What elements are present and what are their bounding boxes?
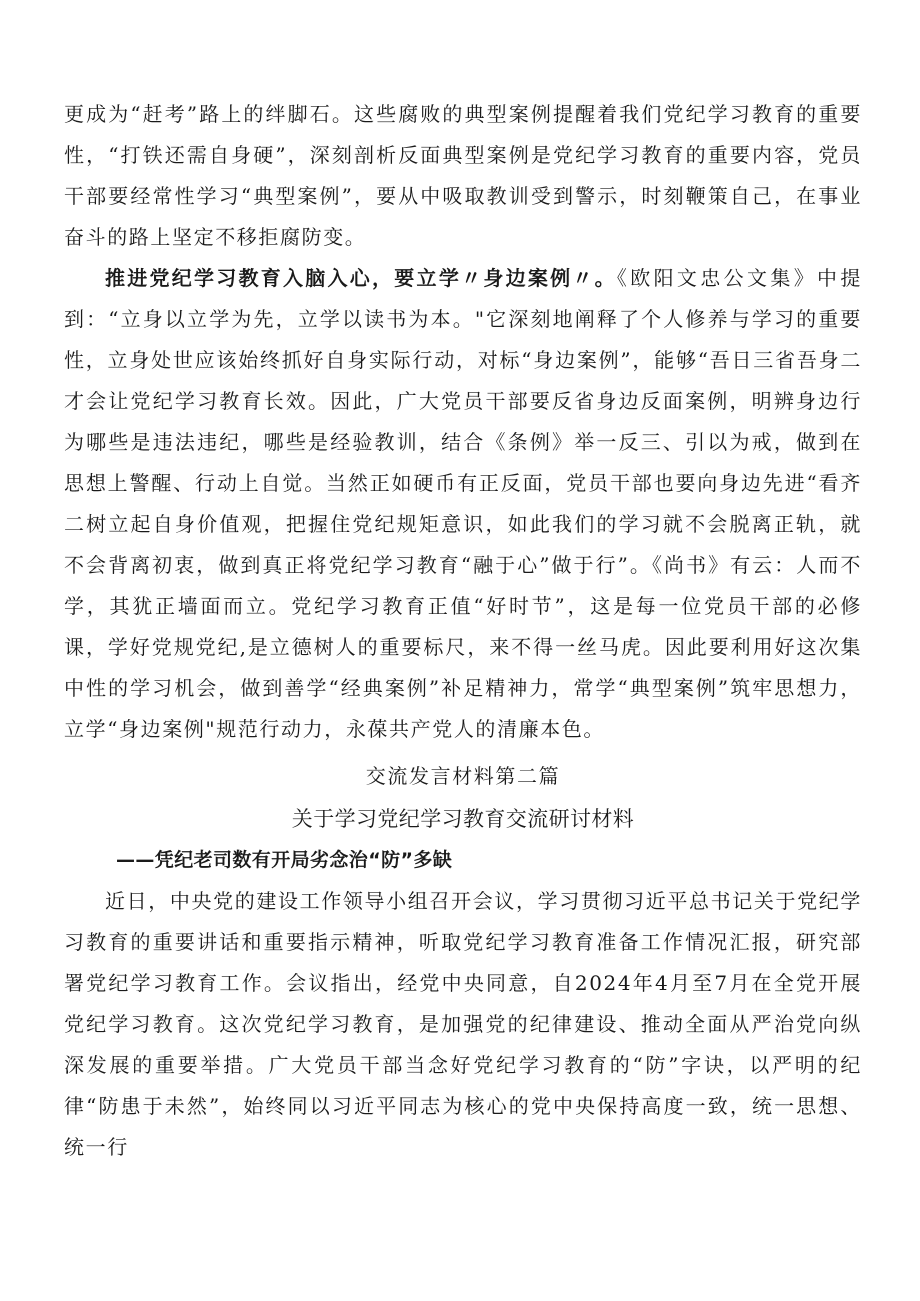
- paragraph-1: 更成为“赶考”路上的绊脚石。这些腐败的典型案例提醒着我们党纪学习教育的重要性，“打铁还需自身硬”，深刻剖析反面典型案例是党纪学习教育的重要内容，党员干部要经常性学习“典型案例”，要从中吸取教训受到警示，时刻鞭策自己，在事业奋斗的路上坚定不移拒腐防变。: [64, 102, 862, 249]
- document-subtitle: ——凭纪老司数有开局劣念治“防”多缺: [116, 849, 453, 871]
- paragraph-2-body: 《欧阳文忠公文集》中提到：“立身以立学为先，立学以读书为本。"它深刻地阐释了个人修养与学习的重要性，立身处世应该始终抓好自身实际行动，对标“身边案例”，能够“吾日三省吾身二才会让党纪学习教育长效。因此，广大党员干部要反省身边反面案例，明辨身边行为哪些是违法违纪，哪些是经验教训，结合《条例》举一反三、引以为戒，做到在思想上警醒、行动上自觉。当然正如硬币有正反面，党员干部也要向身边先进“看齐二树立起自身价值观，把握住党纪规矩意识，如此我们的学习就不会脱离正轨，就不会背离初衷，做到真正将党纪学习教育“融于心”做于行”。《尚书》有云：人而不学，其犹正墙面而立。党纪学习教育正值“好时节”，这是每一位党员干部的必修课，学好党规党纪,是立德树人的重要标尺，来不得一丝马虎。因此要利用好这次集中性的学习机会，做到善学“经典案例”补足精神力，常学“典型案例”筑牢思想力，立学“身边案例"规范行动力，永葆共产党人的清廉本色。: [64, 266, 863, 741]
- section-heading: 交流发言材料第二篇: [365, 764, 561, 788]
- document-title: 关于学习党纪学习教育交流研讨材料: [291, 807, 635, 831]
- paragraph-2: [64, 258, 862, 750]
- paragraph-2-lead: 推进党纪学习教育入脑入心，要立学〃身边案例〃。: [105, 266, 617, 290]
- document-page: [64, 94, 862, 1168]
- paragraph-3: 近日，中央党的建设工作领导小组召开会议，学习贯彻习近平总书记关于党纪学习教育的重要讲话和重要指示精神，听取党纪学习教育准备工作情况汇报，研究部署党纪学习教育工作。会议指出，经党中央同意，自2024年4月至7月在全党开展党纪学习教育。这次党纪学习教育，是加强党的纪律建设、推动全面从严治党向纵深发展的重要举措。广大党员干部当念好党纪学习教育的“防”字诀，以严明的纪律“防患于未然”，始终同以习近平同志为核心的党中央保持高度一致，统一思想、统一行: [64, 889, 862, 1159]
